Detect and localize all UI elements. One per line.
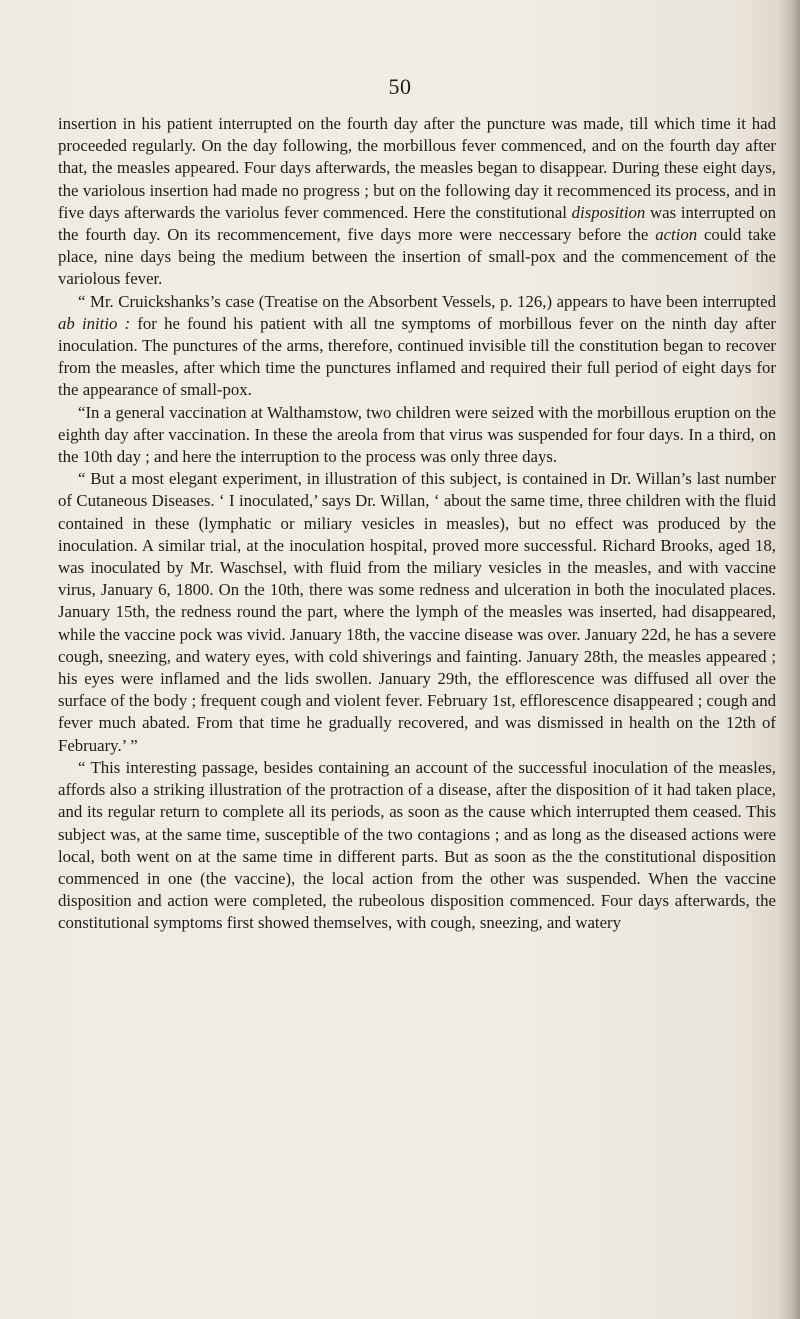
- page-number: 50: [388, 74, 412, 99]
- italic-text: action: [655, 225, 698, 245]
- italic-text: disposition: [571, 202, 646, 222]
- text-run: could take place, nine days being the medium between the insertion of small-pox and the commencement of the variolous fever.: [58, 225, 776, 289]
- paragraph: [58, 757, 776, 935]
- page-edge-shadow: [778, 0, 800, 1319]
- text-run: “ Mr. Cruickshanks’s case (Treatise on the Absorbent Vessels, p. 126,) appears to have been interrupted: [78, 291, 776, 311]
- text-run: for he found his patient with all tne symptoms of morbillous fever on the ninth day after inoculation. The punctures of the arms, therefore, continued invisible till the constitution began to recover from the measles, after which time the punctures inflamed and required their full period of eight days for the appearance of small-pox.: [58, 313, 776, 400]
- text-run: “In a general vaccination at Walthamstow, two children were seized with the morbillous eruption on the eighth day after vaccination. In these the areola from that virus was suspended for four days. In a third, on the 10th day ; and here the interruption to the process was only three days.: [58, 402, 776, 467]
- paragraph: [58, 402, 776, 469]
- italic-text: ab initio :: [58, 313, 131, 333]
- paragraph: [58, 291, 776, 402]
- paragraph: [58, 113, 776, 291]
- text-run: was interrupted on the fourth day. On its recommencement, five days more were neccessary before the: [58, 202, 776, 245]
- text-run: “ But a most elegant experiment, in illustration of this subject, is contained in Dr. Willan’s last number of Cutaneous Diseases. ‘ I inoculated,’ says Dr. Willan, ‘ about the same time, three children with the fluid contained in these (lymphatic or miliary vesicles in measles), but no effect was produced by the inoculation. A similar trial, at the inoculation hospital, proved more successful. Richard Brooks, aged 18, was inoculated by Mr. Waschsel, with fluid from the miliary vesicles in the measles, and with vaccine virus, January 6, 1800. On the 10th, there was some redness and ulceration in both the inoculated places. January 15th, the redness round the part, where the lymph of the measles was inserted, had disappeared, while the vaccine pock was vivid. January 18th, the vaccine disease was over. January 22d, he has a severe cough, sneezing, and watery eyes, with cold shiverings and fainting. January 28th, the measles appeared ; his eyes were inflamed and the lids swollen. January 29th, the efflorescence was diffused all over the surface of the body ; frequent cough and violent fever. February 1st, efflorescence disappeared ; cough and fever much abated. From that time he gradually recovered, and was dismissed in health on the 12th of February.’ ”: [58, 469, 776, 755]
- text-run: “ This interesting passage, besides containing an account of the successful inoculation of the measles, affords also a striking illustration of the protraction of a disease, after the disposition of it had taken place, and its regular return to complete all its periods, as soon as the cause which interrupted them ceased. This subject was, at the same time, susceptible of the two contagions ; and as long as the diseased actions were local, both went on at the same time in different parts. But as soon as the the constitutional disposition commenced in one (the vaccine), the local action from the other was suspended. When the vaccine disposition and action were completed, the rubeolous disposition commenced. Four days afterwards, the constitutional symptoms first showed themselves, with cough, sneezing, and watery: [58, 757, 776, 933]
- body-text: [58, 113, 776, 935]
- text-run: insertion in his patient interrupted on the fourth day after the puncture was made, till which time it had proceeded regularly. On the day following, the morbillous fever commenced, and on the fourth day after that, the measles appeared. Four days afterwards, the measles began to disappear. During these eight days, the variolous insertion had made no progress ; but on the following day it recommenced its process, and in five days afterwards the variolus fever commenced. Here the constitutional: [58, 114, 776, 222]
- paragraph: [58, 468, 776, 757]
